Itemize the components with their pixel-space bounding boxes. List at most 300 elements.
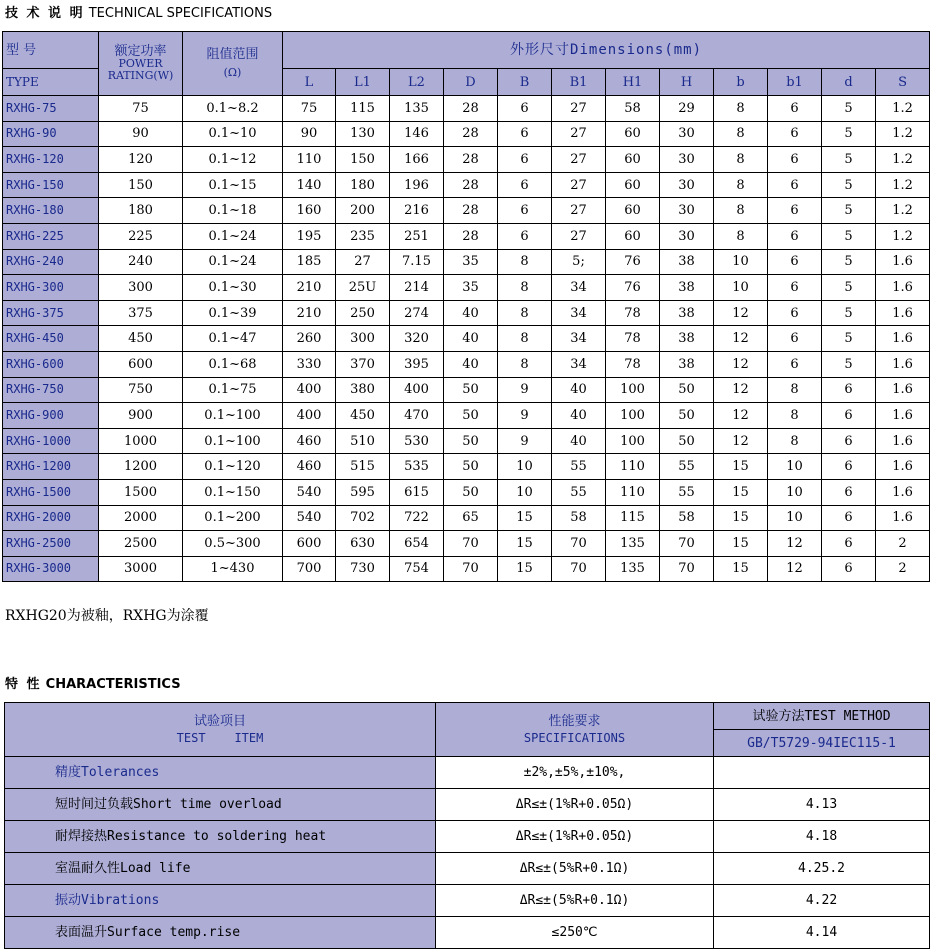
dim-cell-l2: 615 [390,479,444,505]
power-cell: 3000 [99,556,183,582]
model-cell: RXHG-240 [3,249,99,275]
dim-cell-b1: 8 [768,428,822,454]
dim-cell-d: 6 [822,377,876,403]
dim-cell-l2: 320 [390,326,444,352]
range-cell: 0.1~15 [183,172,283,198]
dim-cell-h1: 135 [606,531,660,557]
dim-cell-l1: 730 [336,556,390,582]
dim-cell-l: 540 [283,479,336,505]
dim-cell-s: 1.6 [876,377,930,403]
power-cell: 1000 [99,428,183,454]
header-range-cn: 阻值范围 [206,47,259,62]
header-test-item-cn: 试验项目 [193,713,246,729]
dim-cell-h: 30 [660,121,714,147]
model-cell: RXHG-2000 [3,505,99,531]
dim-cell-b: 8 [498,300,552,326]
power-cell: 2000 [99,505,183,531]
dim-cell-d: 6 [822,505,876,531]
model-cell: RXHG-2500 [3,531,99,557]
header-specifications-en: SPECIFICATIONS [523,730,626,745]
dim-cell-b: 15 [714,556,768,582]
range-cell: 0.1~200 [183,505,283,531]
model-cell: RXHG-120 [3,147,99,173]
header-test-standard: GB/T5729-94IEC115-1 [714,730,930,757]
header-power-cn: 额定功率 [114,44,167,59]
specification-cell: ΔR≤±(1%R+0.05Ω) [436,789,714,821]
dim-cell-h: 70 [660,556,714,582]
table-row [3,531,930,557]
dim-cell-d: 40 [444,300,498,326]
table-row [5,917,930,949]
dim-cell-d: 28 [444,121,498,147]
range-cell: 0.5~300 [183,531,283,557]
dim-cell-s: 1.6 [876,300,930,326]
power-cell: 600 [99,351,183,377]
dim-cell-l2: 135 [390,96,444,122]
dim-cell-b: 15 [714,479,768,505]
dim-cell-b1: 5; [552,249,606,275]
dim-cell-b: 12 [714,403,768,429]
dim-cell-b1: 55 [552,454,606,480]
header-model-en: TYPE [3,69,99,96]
range-cell: 0.1~100 [183,403,283,429]
dim-cell-b: 6 [498,96,552,122]
dim-cell-h1: 60 [606,147,660,173]
power-cell: 75 [99,96,183,122]
dim-cell-b1: 12 [768,531,822,557]
test-item-cell: 耐焊接热Resistance to soldering heat [5,821,436,853]
model-cell: RXHG-600 [3,351,99,377]
power-cell: 150 [99,172,183,198]
dim-cell-l2: 722 [390,505,444,531]
header-model-cn-cell [3,32,99,69]
dim-cell-b: 10 [714,249,768,275]
table-row [3,249,930,275]
dim-cell-s: 1.2 [876,96,930,122]
dim-cell-s: 1.2 [876,198,930,224]
model-cell: RXHG-180 [3,198,99,224]
power-cell: 450 [99,326,183,352]
dim-cell-h1: 78 [606,351,660,377]
dim-cell-b1: 40 [552,377,606,403]
dim-cell-b: 9 [498,403,552,429]
power-cell: 375 [99,300,183,326]
specification-cell: ΔR≤±(5%R+0.1Ω) [436,885,714,917]
dim-cell-l1: 130 [336,121,390,147]
dim-cell-h1: 60 [606,223,660,249]
dim-cell-d: 6 [822,428,876,454]
dim-cell-b1: 40 [552,403,606,429]
dim-cell-l: 110 [283,147,336,173]
dim-cell-d: 50 [444,403,498,429]
header-dim-d: d [822,69,876,96]
header-dim-b1: b1 [768,69,822,96]
dim-cell-b: 10 [714,275,768,301]
dim-cell-b1: 27 [552,198,606,224]
dim-cell-b1: 10 [768,479,822,505]
dim-cell-h1: 60 [606,121,660,147]
dim-cell-b1: 6 [768,198,822,224]
dim-cell-h1: 78 [606,300,660,326]
dim-cell-l1: 630 [336,531,390,557]
table-row [5,853,930,885]
dim-cell-b1: 6 [768,351,822,377]
dim-cell-b1: 6 [768,121,822,147]
dim-cell-b1: 34 [552,275,606,301]
dim-cell-l1: 380 [336,377,390,403]
dim-cell-d: 6 [822,556,876,582]
dim-cell-l2: 530 [390,428,444,454]
dim-cell-h: 38 [660,249,714,275]
dim-cell-b: 6 [498,147,552,173]
header-dim-h: H [660,69,714,96]
table-row [3,96,930,122]
specification-cell: ΔR≤±(5%R+0.1Ω) [436,853,714,885]
dim-cell-b1: 8 [768,403,822,429]
dim-cell-b1: 6 [768,223,822,249]
dim-cell-b: 12 [714,326,768,352]
dim-cell-b: 8 [498,351,552,377]
model-cell: RXHG-90 [3,121,99,147]
model-cell: RXHG-375 [3,300,99,326]
dim-cell-s: 1.6 [876,351,930,377]
table-row [5,821,930,853]
header-power-en: POWER RATING(W) [107,57,174,82]
characteristics-table [4,702,930,949]
table-row [3,172,930,198]
dim-cell-l1: 510 [336,428,390,454]
model-cell: RXHG-3000 [3,556,99,582]
dim-cell-h1: 115 [606,505,660,531]
header-test-item-en: TEST ITEM [176,730,264,745]
dim-cell-b1: 34 [552,326,606,352]
dim-cell-b1: 8 [768,377,822,403]
range-cell: 0.1~39 [183,300,283,326]
dim-cell-h1: 100 [606,428,660,454]
dim-cell-h1: 110 [606,479,660,505]
dim-cell-l2: 7.15 [390,249,444,275]
dim-cell-b: 8 [714,147,768,173]
dim-cell-s: 1.6 [876,403,930,429]
model-cell: RXHG-1200 [3,454,99,480]
dim-cell-h1: 76 [606,275,660,301]
dim-cell-s: 1.2 [876,121,930,147]
dim-cell-l: 75 [283,96,336,122]
dim-cell-l1: 250 [336,300,390,326]
dim-cell-b: 8 [714,96,768,122]
dim-cell-b: 12 [714,300,768,326]
table-row [3,223,930,249]
table-row [3,556,930,582]
dim-cell-l: 600 [283,531,336,557]
dim-cell-l1: 702 [336,505,390,531]
dim-cell-b: 8 [714,172,768,198]
dim-cell-s: 1.6 [876,479,930,505]
range-cell: 0.1~30 [183,275,283,301]
dim-cell-s: 1.2 [876,147,930,173]
table-row [5,789,930,821]
header-power-cell [99,32,183,96]
dim-cell-h: 50 [660,428,714,454]
dim-cell-b1: 34 [552,300,606,326]
dim-cell-b: 15 [714,454,768,480]
header-dim-h1: H1 [606,69,660,96]
dim-cell-d: 5 [822,275,876,301]
dim-cell-b: 15 [498,505,552,531]
dim-cell-h1: 100 [606,377,660,403]
dim-cell-b1: 27 [552,96,606,122]
model-cell: RXHG-75 [3,96,99,122]
dim-cell-d: 5 [822,96,876,122]
power-cell: 1200 [99,454,183,480]
header-dim-b: B [498,69,552,96]
specification-cell: ΔR≤±(1%R+0.05Ω) [436,821,714,853]
table-row [3,198,930,224]
dim-cell-s: 1.6 [876,326,930,352]
test-method-cell [714,757,930,789]
characteristics-title-cn: 特 性 [5,677,42,692]
power-cell: 120 [99,147,183,173]
dim-cell-h1: 78 [606,326,660,352]
model-cell: RXHG-1000 [3,428,99,454]
dim-cell-h: 50 [660,403,714,429]
dim-cell-b1: 6 [768,147,822,173]
dim-cell-s: 1.2 [876,172,930,198]
dim-cell-h: 38 [660,275,714,301]
dim-cell-b: 8 [714,223,768,249]
dim-cell-b1: 12 [768,556,822,582]
dim-cell-d: 6 [822,454,876,480]
table-row [5,885,930,917]
dim-cell-d: 5 [822,300,876,326]
tech-spec-title-cn: 技 术 说 明 [5,6,85,21]
dim-cell-l: 460 [283,454,336,480]
model-cell: RXHG-225 [3,223,99,249]
model-cell: RXHG-450 [3,326,99,352]
dim-cell-s: 2 [876,531,930,557]
range-cell: 0.1~75 [183,377,283,403]
model-cell: RXHG-750 [3,377,99,403]
range-cell: 0.1~24 [183,223,283,249]
dim-cell-l: 140 [283,172,336,198]
test-method-cell: 4.22 [714,885,930,917]
table-row [3,403,930,429]
dim-cell-b1: 10 [768,505,822,531]
range-cell: 0.1~12 [183,147,283,173]
dim-cell-b: 10 [498,479,552,505]
dim-cell-h: 38 [660,300,714,326]
header-dim-l2: L2 [390,69,444,96]
table-row [3,479,930,505]
header-test-item [5,703,436,757]
power-cell: 300 [99,275,183,301]
dim-cell-d: 28 [444,223,498,249]
dim-cell-l2: 214 [390,275,444,301]
range-cell: 1~430 [183,556,283,582]
dim-cell-l1: 115 [336,96,390,122]
power-cell: 240 [99,249,183,275]
header-range-en: (Ω) [223,66,242,79]
dim-cell-l1: 27 [336,249,390,275]
dim-cell-s: 1.6 [876,249,930,275]
range-cell: 0.1~100 [183,428,283,454]
dim-cell-l1: 25U [336,275,390,301]
table-row [3,275,930,301]
power-cell: 225 [99,223,183,249]
model-cell: RXHG-300 [3,275,99,301]
dim-cell-d: 35 [444,275,498,301]
range-cell: 0.1~68 [183,351,283,377]
dim-cell-d: 70 [444,531,498,557]
dim-cell-l1: 235 [336,223,390,249]
dim-cell-d: 6 [822,479,876,505]
range-cell: 0.1~18 [183,198,283,224]
dim-cell-l2: 535 [390,454,444,480]
dim-cell-l2: 654 [390,531,444,557]
dim-cell-l: 90 [283,121,336,147]
tech-spec-title [5,2,272,21]
dim-cell-h: 58 [660,505,714,531]
dim-cell-b: 6 [498,198,552,224]
dim-cell-b1: 27 [552,223,606,249]
dim-cell-l2: 146 [390,121,444,147]
dim-cell-s: 1.6 [876,275,930,301]
dim-cell-l1: 450 [336,403,390,429]
table-row [3,300,930,326]
header-dim-l1: L1 [336,69,390,96]
dim-cell-b: 10 [498,454,552,480]
dim-cell-l: 700 [283,556,336,582]
dim-cell-l1: 180 [336,172,390,198]
dim-cell-l: 210 [283,275,336,301]
dim-cell-s: 1.6 [876,454,930,480]
header-test-method: 试验方法TEST METHOD [714,703,930,730]
dim-cell-l: 400 [283,377,336,403]
dim-cell-d: 28 [444,147,498,173]
table-row [3,351,930,377]
header-specifications-cn: 性能要求 [548,713,601,729]
range-cell: 0.1~150 [183,479,283,505]
dim-cell-b1: 70 [552,556,606,582]
dim-cell-l1: 200 [336,198,390,224]
dim-cell-h: 50 [660,377,714,403]
dim-cell-l2: 251 [390,223,444,249]
test-item-cell: 精度Tolerances [5,757,436,789]
dim-cell-b: 8 [714,198,768,224]
coating-note: RXHG20为被釉，RXHG为涂覆 [5,608,209,624]
test-item-cell: 表面温升Surface temp.rise [5,917,436,949]
characteristics-title [5,673,181,692]
dim-cell-b1: 6 [768,275,822,301]
test-item-cell: 振动Vibrations [5,885,436,917]
range-cell: 0.1~47 [183,326,283,352]
dim-cell-l2: 196 [390,172,444,198]
dim-cell-l2: 166 [390,147,444,173]
header-specifications [436,703,714,757]
dim-cell-b: 12 [714,351,768,377]
dim-cell-l2: 395 [390,351,444,377]
dim-cell-b: 8 [498,275,552,301]
dim-cell-b: 15 [714,531,768,557]
dim-cell-h1: 76 [606,249,660,275]
dim-cell-l1: 150 [336,147,390,173]
dim-cell-l: 400 [283,403,336,429]
dim-cell-s: 1.6 [876,505,930,531]
dim-cell-s: 2 [876,556,930,582]
dim-cell-b1: 6 [768,172,822,198]
header-range-cell [183,32,283,96]
dim-cell-b: 6 [498,223,552,249]
table-row [3,377,930,403]
dim-cell-b1: 55 [552,479,606,505]
dim-cell-b1: 6 [768,96,822,122]
dim-cell-d: 28 [444,198,498,224]
dim-cell-l2: 754 [390,556,444,582]
table-row [3,147,930,173]
dim-cell-d: 40 [444,351,498,377]
dim-cell-l1: 300 [336,326,390,352]
dim-cell-b1: 58 [552,505,606,531]
dim-cell-b: 9 [498,377,552,403]
dim-cell-b: 9 [498,428,552,454]
tech-spec-title-en: TECHNICAL SPECIFICATIONS [88,6,273,21]
table-row [5,757,930,789]
power-cell: 90 [99,121,183,147]
table-row [3,505,930,531]
dim-cell-d: 50 [444,479,498,505]
dim-cell-d: 6 [822,403,876,429]
model-cell: RXHG-150 [3,172,99,198]
dim-cell-l: 260 [283,326,336,352]
dim-cell-h1: 58 [606,96,660,122]
dim-cell-b: 15 [498,531,552,557]
dim-cell-d: 5 [822,172,876,198]
dim-cell-l: 330 [283,351,336,377]
dim-cell-b1: 70 [552,531,606,557]
dim-cell-b1: 34 [552,351,606,377]
test-method-cell: 4.25.2 [714,853,930,885]
dim-cell-d: 65 [444,505,498,531]
dim-cell-d: 5 [822,351,876,377]
dim-cell-b: 6 [498,172,552,198]
dim-cell-d: 5 [822,198,876,224]
dim-cell-b1: 6 [768,249,822,275]
header-dim-d: D [444,69,498,96]
dim-cell-s: 1.2 [876,223,930,249]
dim-cell-h1: 100 [606,403,660,429]
dim-cell-b: 6 [498,121,552,147]
header-dim-l: L [283,69,336,96]
dim-cell-h1: 135 [606,556,660,582]
dim-cell-d: 5 [822,147,876,173]
model-cell: RXHG-1500 [3,479,99,505]
dim-cell-b1: 27 [552,121,606,147]
dim-cell-d: 50 [444,377,498,403]
dim-cell-b: 15 [498,556,552,582]
test-method-cell: 4.14 [714,917,930,949]
dim-cell-h1: 60 [606,198,660,224]
range-cell: 0.1~120 [183,454,283,480]
dim-cell-b1: 10 [768,454,822,480]
dim-cell-b: 15 [714,505,768,531]
dim-cell-d: 50 [444,428,498,454]
dim-cell-h1: 110 [606,454,660,480]
dim-cell-l2: 470 [390,403,444,429]
dim-cell-h: 55 [660,479,714,505]
table-row [3,326,930,352]
dim-cell-d: 35 [444,249,498,275]
specification-cell: ±2%,±5%,±10%, [436,757,714,789]
